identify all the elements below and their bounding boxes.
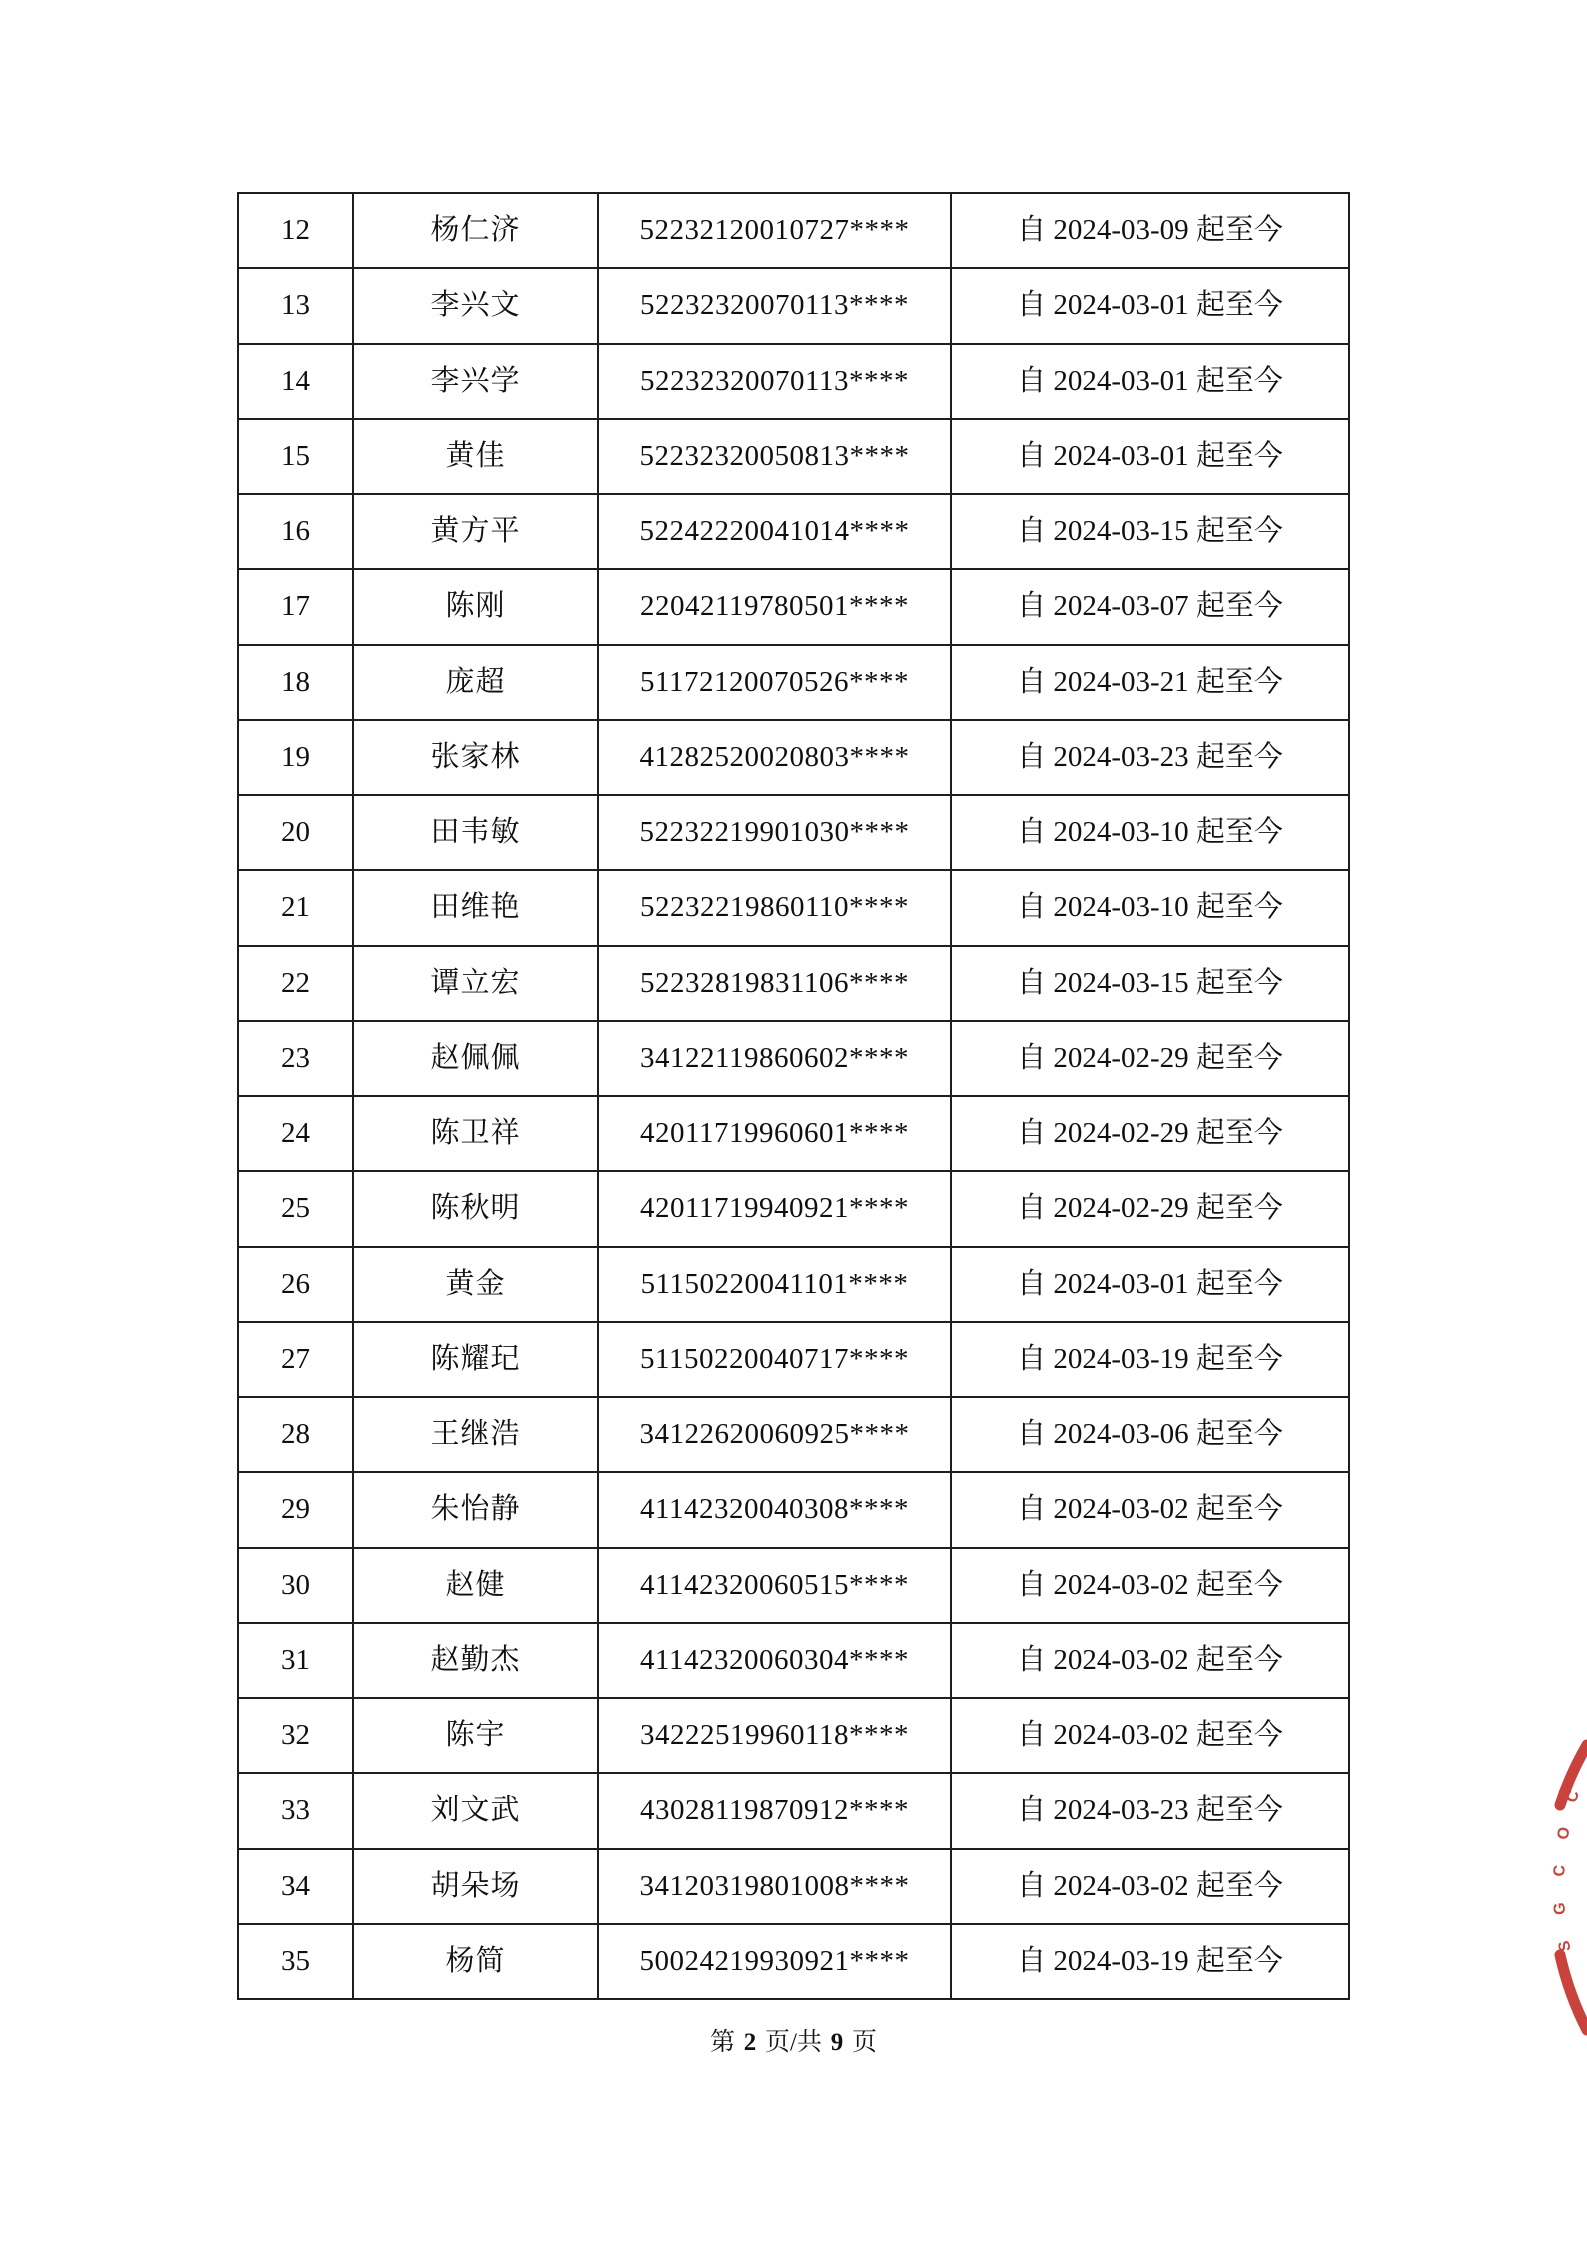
cell-row-number: 35 (238, 1924, 353, 1999)
cell-row-number: 17 (238, 569, 353, 644)
cell-person-name: 杨简 (353, 1924, 598, 1999)
cell-person-name: 黄金 (353, 1247, 598, 1322)
cell-row-number: 21 (238, 870, 353, 945)
cell-id-number-masked: 41142320060515**** (598, 1548, 951, 1623)
cell-id-number-masked: 51172120070526**** (598, 645, 951, 720)
cell-person-name: 黄方平 (353, 494, 598, 569)
table-row (238, 1096, 1349, 1171)
cell-id-number-masked: 50024219930921**** (598, 1924, 951, 1999)
cell-validity-period: 自 2024-03-23 起至今 (951, 1773, 1349, 1848)
table-row (238, 1924, 1349, 1999)
roster-table (237, 192, 1350, 2000)
table-row (238, 419, 1349, 494)
cell-id-number-masked: 41282520020803**** (598, 720, 951, 795)
stamp-letter: G (1551, 1901, 1570, 1916)
official-seal-stamp-fragment-icon (1540, 1700, 1587, 2060)
table-row (238, 795, 1349, 870)
cell-person-name: 赵佩佩 (353, 1021, 598, 1096)
cell-validity-period: 自 2024-03-01 起至今 (951, 419, 1349, 494)
cell-validity-period: 自 2024-03-09 起至今 (951, 193, 1349, 268)
cell-person-name: 赵勤杰 (353, 1623, 598, 1698)
cell-validity-period: 自 2024-03-02 起至今 (951, 1698, 1349, 1773)
cell-row-number: 25 (238, 1171, 353, 1246)
cell-person-name: 庞超 (353, 645, 598, 720)
stamp-letter: O (1554, 1825, 1574, 1841)
cell-validity-period: 自 2024-03-01 起至今 (951, 1247, 1349, 1322)
cell-id-number-masked: 52242220041014**** (598, 494, 951, 569)
cell-id-number-masked: 43028119870912**** (598, 1773, 951, 1848)
cell-person-name: 陈秋明 (353, 1171, 598, 1246)
cell-row-number: 12 (238, 193, 353, 268)
cell-person-name: 谭立宏 (353, 946, 598, 1021)
cell-validity-period: 自 2024-03-06 起至今 (951, 1397, 1349, 1472)
cell-id-number-masked: 42011719960601**** (598, 1096, 951, 1171)
table-row (238, 1698, 1349, 1773)
table-row (238, 870, 1349, 945)
cell-validity-period: 自 2024-03-19 起至今 (951, 1322, 1349, 1397)
cell-id-number-masked: 34122620060925**** (598, 1397, 951, 1472)
table-row (238, 1247, 1349, 1322)
cell-row-number: 19 (238, 720, 353, 795)
cell-row-number: 27 (238, 1322, 353, 1397)
cell-row-number: 34 (238, 1849, 353, 1924)
cell-row-number: 33 (238, 1773, 353, 1848)
cell-id-number-masked: 34122119860602**** (598, 1021, 951, 1096)
cell-validity-period: 自 2024-03-10 起至今 (951, 795, 1349, 870)
cell-row-number: 31 (238, 1623, 353, 1698)
cell-validity-period: 自 2024-03-21 起至今 (951, 645, 1349, 720)
cell-id-number-masked: 41142320060304**** (598, 1623, 951, 1698)
cell-id-number-masked: 42011719940921**** (598, 1171, 951, 1246)
stamp-letter: S (1555, 1939, 1575, 1953)
cell-row-number: 22 (238, 946, 353, 1021)
table-row (238, 1773, 1349, 1848)
cell-validity-period: 自 2024-03-23 起至今 (951, 720, 1349, 795)
roster-table-body (238, 193, 1349, 1999)
table-row (238, 1021, 1349, 1096)
cell-person-name: 陈宇 (353, 1698, 598, 1773)
cell-id-number-masked: 22042119780501**** (598, 569, 951, 644)
cell-id-number-masked: 52232120010727**** (598, 193, 951, 268)
cell-id-number-masked: 52232219901030**** (598, 795, 951, 870)
cell-id-number-masked: 52232819831106**** (598, 946, 951, 1021)
cell-row-number: 26 (238, 1247, 353, 1322)
table-row (238, 946, 1349, 1021)
cell-person-name: 田韦敏 (353, 795, 598, 870)
cell-validity-period: 自 2024-02-29 起至今 (951, 1171, 1349, 1246)
table-row (238, 1548, 1349, 1623)
cell-row-number: 13 (238, 268, 353, 343)
cell-id-number-masked: 51150220041101**** (598, 1247, 951, 1322)
cell-id-number-masked: 41142320040308**** (598, 1472, 951, 1547)
cell-validity-period: 自 2024-02-29 起至今 (951, 1096, 1349, 1171)
cell-person-name: 杨仁济 (353, 193, 598, 268)
cell-validity-period: 自 2024-03-10 起至今 (951, 870, 1349, 945)
cell-validity-period: 自 2024-03-15 起至今 (951, 946, 1349, 1021)
cell-validity-period: 自 2024-03-01 起至今 (951, 344, 1349, 419)
stamp-letter: C (1551, 1864, 1569, 1877)
cell-person-name: 朱怡静 (353, 1472, 598, 1547)
cell-person-name: 黄佳 (353, 419, 598, 494)
cell-validity-period: 自 2024-03-02 起至今 (951, 1849, 1349, 1924)
footer-suffix: 页 (851, 2029, 877, 2056)
cell-row-number: 14 (238, 344, 353, 419)
table-row (238, 569, 1349, 644)
cell-person-name: 王继浩 (353, 1397, 598, 1472)
cell-person-name: 李兴学 (353, 344, 598, 419)
cell-id-number-masked: 52232320050813**** (598, 419, 951, 494)
table-row (238, 1171, 1349, 1246)
cell-person-name: 陈耀玘 (353, 1322, 598, 1397)
table-row (238, 268, 1349, 343)
cell-validity-period: 自 2024-03-01 起至今 (951, 268, 1349, 343)
table-row (238, 494, 1349, 569)
cell-validity-period: 自 2024-02-29 起至今 (951, 1021, 1349, 1096)
table-row (238, 1849, 1349, 1924)
cell-id-number-masked: 52232320070113**** (598, 344, 951, 419)
table-row (238, 1322, 1349, 1397)
cell-validity-period: 自 2024-03-07 起至今 (951, 569, 1349, 644)
stamp-letter: C (1563, 1788, 1583, 1805)
cell-id-number-masked: 52232320070113**** (598, 268, 951, 343)
cell-row-number: 30 (238, 1548, 353, 1623)
cell-validity-period: 自 2024-03-02 起至今 (951, 1623, 1349, 1698)
footer-mid: 页/共 (765, 2029, 822, 2056)
table-row (238, 720, 1349, 795)
cell-person-name: 张家林 (353, 720, 598, 795)
footer-prefix: 第 (710, 2029, 736, 2056)
cell-row-number: 15 (238, 419, 353, 494)
table-row (238, 344, 1349, 419)
cell-person-name: 李兴文 (353, 268, 598, 343)
footer-page-number: 2 (743, 2029, 757, 2056)
page-footer (0, 2022, 1587, 2058)
cell-row-number: 28 (238, 1397, 353, 1472)
table-row (238, 1472, 1349, 1547)
cell-row-number: 32 (238, 1698, 353, 1773)
cell-row-number: 24 (238, 1096, 353, 1171)
cell-id-number-masked: 52232219860110**** (598, 870, 951, 945)
cell-id-number-masked: 51150220040717**** (598, 1322, 951, 1397)
table-row (238, 193, 1349, 268)
cell-person-name: 胡朵场 (353, 1849, 598, 1924)
cell-id-number-masked: 34120319801008**** (598, 1849, 951, 1924)
cell-row-number: 23 (238, 1021, 353, 1096)
cell-person-name: 田维艳 (353, 870, 598, 945)
cell-person-name: 陈刚 (353, 569, 598, 644)
cell-row-number: 29 (238, 1472, 353, 1547)
table-row (238, 1397, 1349, 1472)
table-row (238, 645, 1349, 720)
cell-validity-period: 自 2024-03-02 起至今 (951, 1472, 1349, 1547)
cell-person-name: 陈卫祥 (353, 1096, 598, 1171)
cell-validity-period: 自 2024-03-15 起至今 (951, 494, 1349, 569)
cell-row-number: 18 (238, 645, 353, 720)
cell-validity-period: 自 2024-03-19 起至今 (951, 1924, 1349, 1999)
stamp-ring-arc-bottom (1560, 1955, 1587, 2030)
table-row (238, 1623, 1349, 1698)
cell-row-number: 16 (238, 494, 353, 569)
cell-person-name: 赵健 (353, 1548, 598, 1623)
footer-total-pages: 9 (830, 2029, 844, 2056)
cell-row-number: 20 (238, 795, 353, 870)
cell-id-number-masked: 34222519960118**** (598, 1698, 951, 1773)
cell-validity-period: 自 2024-03-02 起至今 (951, 1548, 1349, 1623)
cell-person-name: 刘文武 (353, 1773, 598, 1848)
